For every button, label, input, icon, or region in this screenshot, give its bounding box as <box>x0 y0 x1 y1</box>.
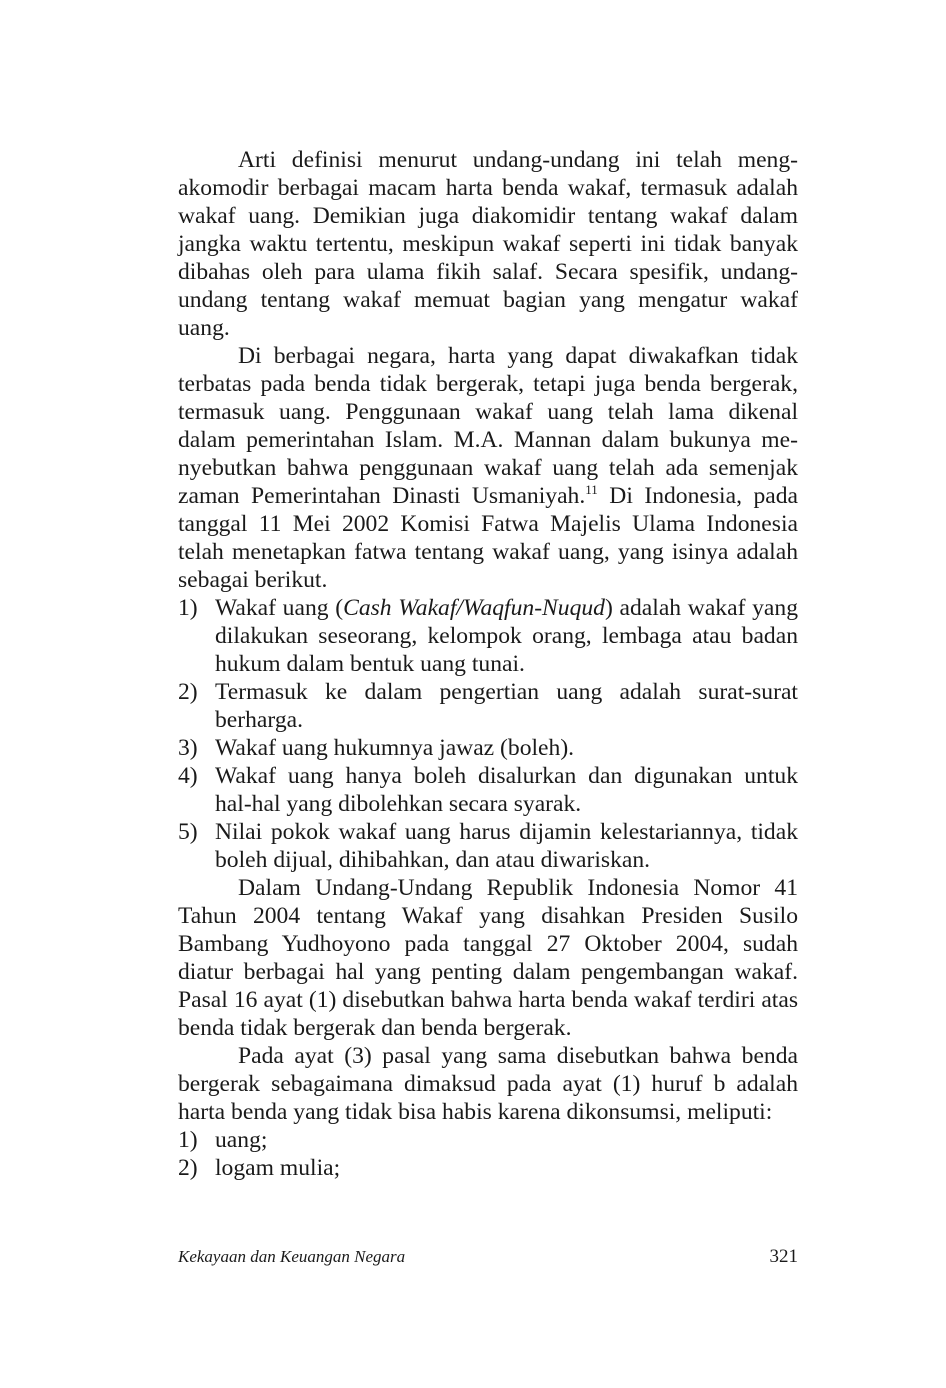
list-item <box>178 594 798 678</box>
list-number: 2) <box>178 1155 198 1181</box>
footnote-marker: 11 <box>585 482 598 498</box>
list-text: logam mulia; <box>215 1155 341 1181</box>
page-number: 321 <box>769 1246 798 1267</box>
paragraph-cash-waqf <box>178 342 798 594</box>
list-text: uang; <box>215 1127 268 1153</box>
paragraph-cash-waqf-text-a: Di berbagai negara, harta yang dapat diwakafkan tidak terbatas pada benda tidak bergerak, tetapi juga benda bergerak, termasuk uang. Penggunaan wakaf uang telah lama dikenal dalam pemerintahan Islam. M.A. Mannan dalam bukunya menyebutkan bahwa penggunaan wakaf uang telah ada semenjak zaman Pemerintahan Dinasti Usmaniyah. <box>178 343 798 509</box>
list-text-italic: Cash Wakaf/Waqfun-Nuqud <box>343 595 605 621</box>
list-text: Nilai pokok wakaf uang harus dijamin kelestariannya, tidak boleh dijual, dihibahkan, dan atau diwariskan. <box>215 819 798 873</box>
page-body <box>178 146 798 1182</box>
list-number: 1) <box>178 1127 198 1153</box>
running-footer-title: Kekayaan dan Keuangan Negara <box>178 1247 406 1266</box>
list-item <box>178 818 798 874</box>
list-number: 5) <box>178 819 198 845</box>
list-text-b: ) adalah wakaf yang dilakukan seseorang, kelompok orang, lembaga atau badan hukum dalam bentuk uang tunai. <box>215 595 798 677</box>
list-item <box>178 734 798 762</box>
fatwa-list <box>178 594 798 874</box>
paragraph-law-41: Dalam Undang-Undang Republik Indonesia Nomor 41 Tahun 2004 tentang Wakaf yang disahkan Presiden Susilo Bambang Yudhoyono pada tanggal 27 Oktober 2004, sudah diatur berbagai hal yang penting dalam pengembangan wakaf. Pasal 16 ayat (1) disebutkan bahwa harta benda wakaf terdiri atas benda tidak bergerak dan benda bergerak. <box>178 875 798 1041</box>
list-number: 2) <box>178 679 198 705</box>
list-number: 4) <box>178 763 198 789</box>
list-text-a: Wakaf uang ( <box>215 595 344 621</box>
list-number: 3) <box>178 735 198 761</box>
movable-goods-list <box>178 1126 798 1182</box>
list-text: Wakaf uang hukumnya jawaz (boleh). <box>215 735 575 761</box>
list-text: Termasuk ke dalam pengertian uang adalah surat-surat berharga. <box>215 679 798 733</box>
paragraph-article-16: Pada ayat (3) pasal yang sama disebutkan bahwa benda bergerak sebagaimana dimaksud pada ayat (1) huruf b adalah harta benda yang tidak bisa habis karena dikonsumsi, meliputi: <box>178 1043 798 1125</box>
list-item <box>178 762 798 818</box>
list-number: 1) <box>178 595 198 621</box>
paragraph-cash-waqf-text-b: Di Indonesia, pada tanggal 11 Mei 2002 Komisi Fatwa Majelis Ulama Indonesia telah menetapkan fatwa tentang wakaf uang, yang isinya adalah sebagai berikut. <box>178 483 799 593</box>
list-item <box>178 678 798 734</box>
paragraph-definition: Arti definisi menurut undang-undang ini telah mengakomodir berbagai macam harta benda wakaf, termasuk adalah wakaf uang. Demikian juga diakomidir tentang wakaf dalam jangka waktu tertentu, meskipun wakaf seperti ini tidak banyak dibahas oleh para ulama fikih salaf. Secara spesifik, undang-undang tentang wakaf memuat bagian yang mengatur wakaf uang. <box>178 147 798 341</box>
list-item <box>178 1154 798 1182</box>
list-item <box>178 1126 798 1154</box>
list-text: Wakaf uang hanya boleh disalurkan dan digunakan untuk hal-hal yang dibolehkan secara syarak. <box>215 763 798 817</box>
